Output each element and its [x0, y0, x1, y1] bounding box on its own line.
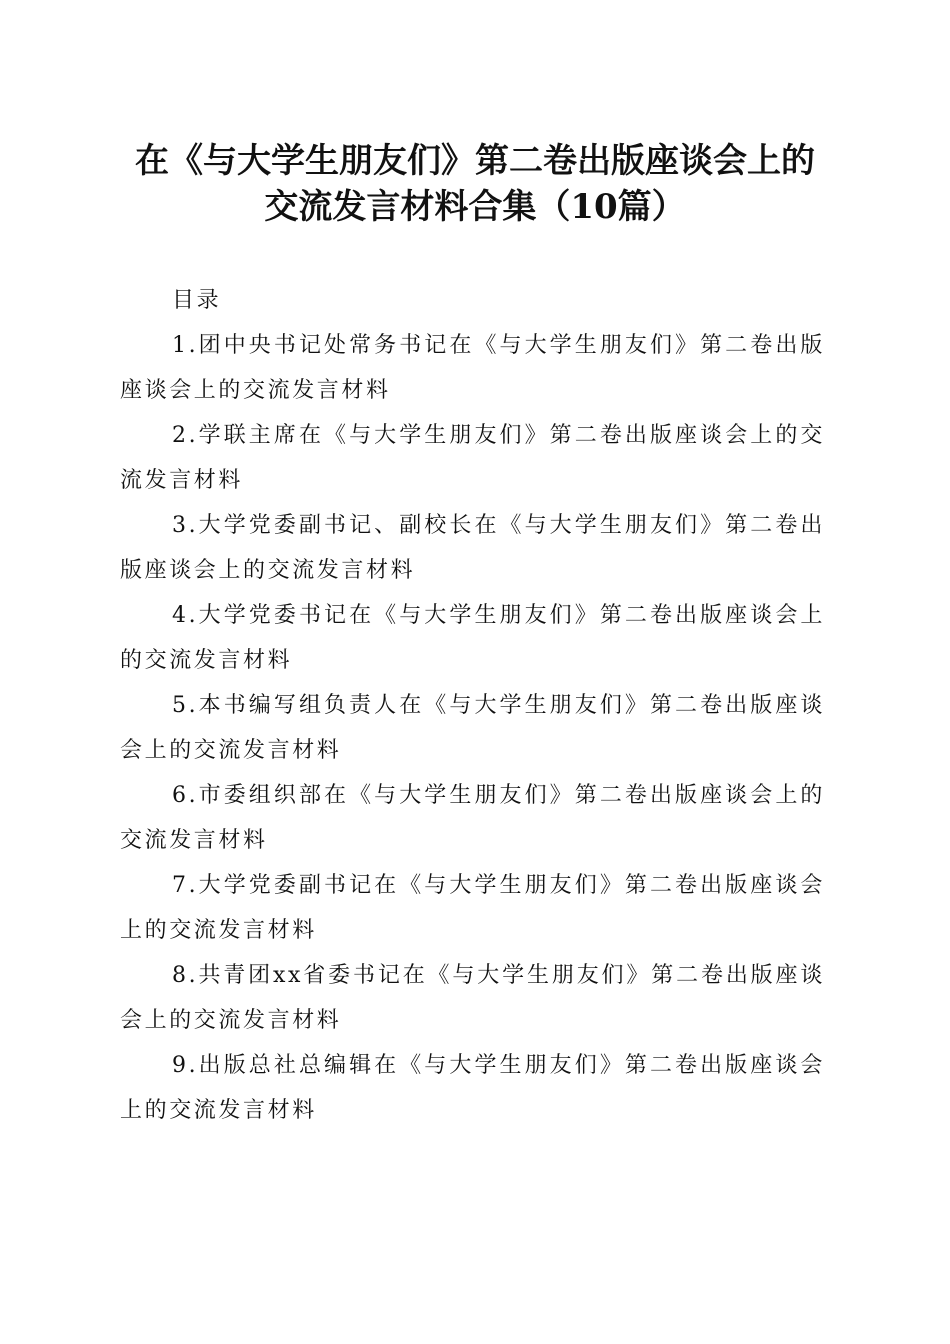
toc-item: 8.共青团xx省委书记在《与大学生朋友们》第二卷出版座谈会上的交流发言材料	[120, 963, 825, 1033]
toc-item: 2.学联主席在《与大学生朋友们》第二卷出版座谈会上的交流发言材料	[120, 423, 825, 493]
document-title	[110, 138, 840, 230]
document-body	[120, 278, 825, 1133]
toc-heading: 目录	[172, 288, 222, 313]
toc-item: 7.大学党委副书记在《与大学生朋友们》第二卷出版座谈会上的交流发言材料	[120, 873, 825, 943]
toc-item: 9.出版总社总编辑在《与大学生朋友们》第二卷出版座谈会上的交流发言材料	[120, 1053, 825, 1123]
title-line-1: 在《与大学生朋友们》第二卷出版座谈会上的	[135, 141, 815, 181]
toc-item: 6.市委组织部在《与大学生朋友们》第二卷出版座谈会上的交流发言材料	[120, 783, 825, 853]
toc-item: 5.本书编写组负责人在《与大学生朋友们》第二卷出版座谈会上的交流发言材料	[120, 693, 825, 763]
toc-item: 1.团中央书记处常务书记在《与大学生朋友们》第二卷出版座谈会上的交流发言材料	[120, 333, 825, 403]
toc-item: 4.大学党委书记在《与大学生朋友们》第二卷出版座谈会上的交流发言材料	[120, 603, 825, 673]
title-line-2: 交流发言材料合集（10篇）	[264, 187, 686, 227]
toc-item: 3.大学党委副书记、副校长在《与大学生朋友们》第二卷出版座谈会上的交流发言材料	[120, 513, 825, 583]
